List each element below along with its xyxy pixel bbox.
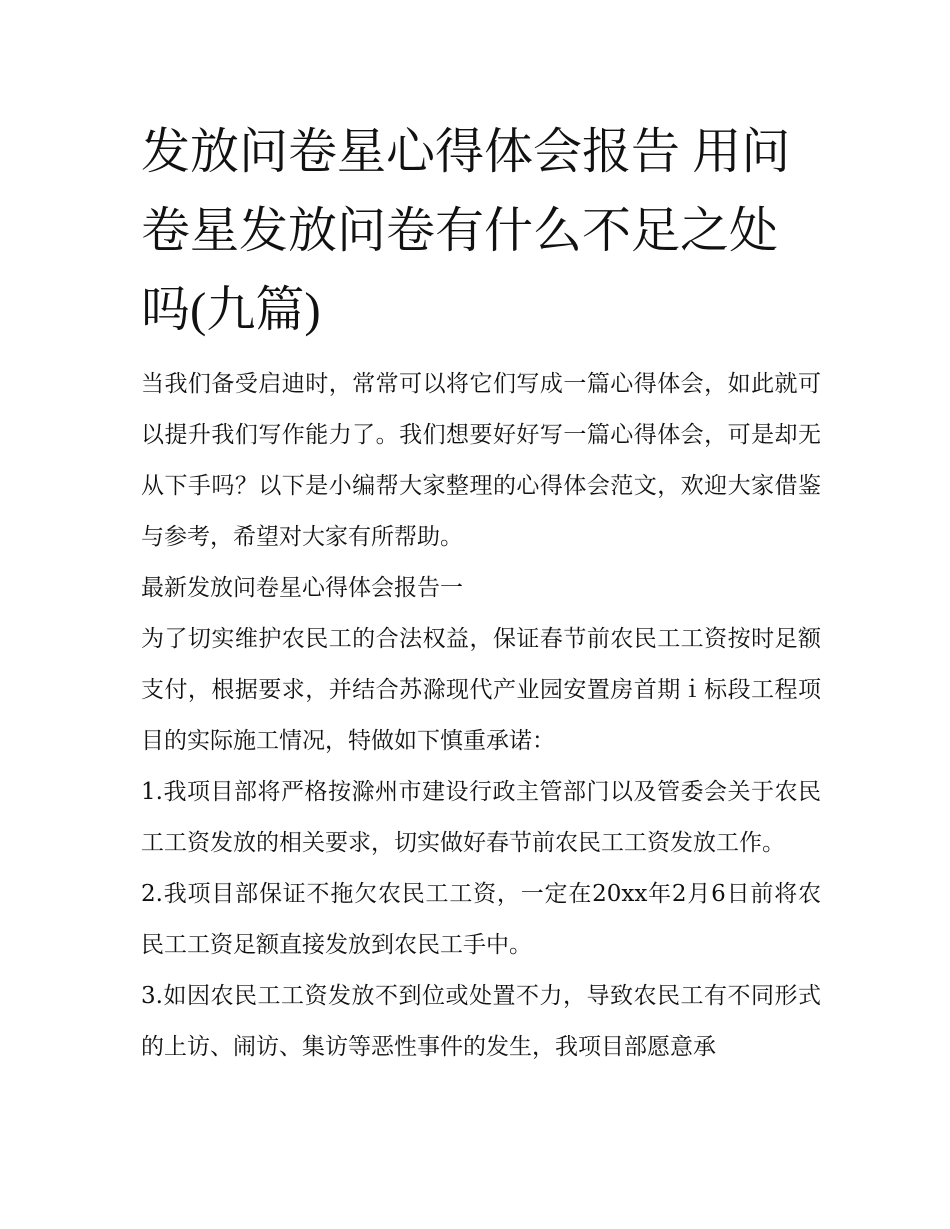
intro-paragraph: 当我们备受启迪时，常常可以将它们写成一篇心得体会，如此就可以提升我们写作能力了。我们想要好好写一篇心得体会，可是却无从下手吗？以下是小编帮大家整理的心得体会范文，欢迎大家借鉴与参考，希望对大家有所帮助。 [141,371,821,550]
list-item-3: 3.如因农民工工资发放不到位或处置不力，导致农民工有不同形式的上访、闹访、集访等恶性事件的发生，我项目部愿意承 [141,983,821,1060]
list-item-1: 1.我项目部将严格按滁州市建设行政主管部门以及管委会关于农民工工资发放的相关要求，切实做好春节前农民工工资发放工作。 [141,779,821,856]
document-body [141,359,821,1073]
list-item-2: 2.我项目部保证不拖欠农民工工资，一定在20xx年2月6日前将农民工工资足额直接发放到农民工手中。 [141,881,821,958]
document-title: 发放问卷星心得体会报告 用问卷星发放问卷有什么不足之处吗(九篇) [141,124,791,337]
section-heading: 最新发放问卷星心得体会报告一 [141,575,463,601]
body-paragraph: 为了切实维护农民工的合法权益，保证春节前农民工工资按时足额支付，根据要求，并结合苏滁现代产业园安置房首期ｉ标段工程项目的实际施工情况，特做如下慎重承诺： [141,626,821,754]
document-content [141,112,821,1073]
